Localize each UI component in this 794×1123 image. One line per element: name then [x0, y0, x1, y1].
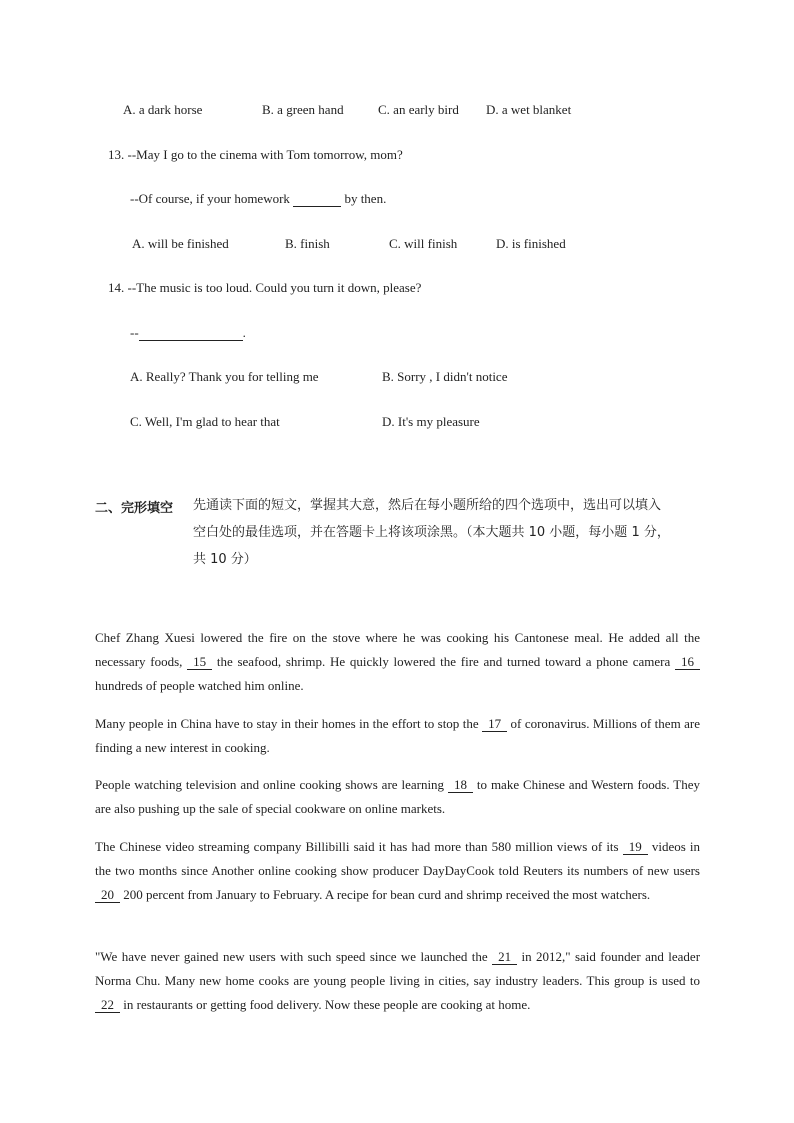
q14-stem: 14. --The music is too loud. Could you turn it down, please? — [108, 280, 422, 295]
blank-22[interactable]: 22 — [95, 998, 120, 1013]
q12-option-c: C. an early bird — [378, 102, 459, 117]
passage-text: Chef Zhang Xuesi lowered the fire on the stove where he was cooking his Cantonese meal. He added all the necessary foods, — [95, 630, 700, 669]
q14-option-a: A. Really? Thank you for telling me — [130, 369, 319, 384]
passage-paragraph-3 — [95, 773, 700, 821]
q12-option-a: A. a dark horse — [123, 102, 203, 117]
q14-option-b: B. Sorry , I didn't notice — [382, 369, 508, 384]
q13-reply-after: by then. — [344, 191, 387, 206]
q14-reply — [130, 325, 246, 341]
blank-17[interactable]: 17 — [482, 717, 507, 732]
blank-21[interactable]: 21 — [492, 950, 517, 965]
q13-reply — [130, 191, 386, 207]
passage-paragraph-1 — [95, 626, 700, 698]
section-2-desc-line2: 空白处的最佳选项，并在答题卡上将该项涂黑。（本大题共 10 小题，每小题 1 分， — [193, 525, 670, 540]
passage-text: Many people in China have to stay in their homes in the effort to stop the — [95, 716, 479, 731]
q14-option-d: D. It's my pleasure — [382, 414, 480, 429]
passage-text: People watching television and online cooking shows are learning — [95, 777, 445, 792]
passage-text: videos in the two months since Another online cooking show producer DayDayCook told Reuters its numbers of new users — [95, 839, 701, 878]
passage-text: "We have never gained new users with such speed since we launched the — [95, 949, 488, 964]
q12-option-b: B. a green hand — [262, 102, 344, 117]
passage-paragraph-4 — [95, 835, 700, 907]
passage-paragraph-5 — [95, 945, 700, 1017]
passage-text: in restaurants or getting food delivery. Now these people are cooking at home. — [123, 997, 531, 1012]
blank-15[interactable]: 15 — [187, 655, 212, 670]
passage-text: in 2012," said founder and leader Norma Chu. Many new home cooks are young people living in cities, say industry leaders. This group is used to — [95, 949, 701, 988]
q14-answer-blank[interactable] — [139, 326, 243, 341]
passage-text: 200 percent from January to February. A recipe for bean curd and shrimp received the most watchers. — [123, 887, 651, 902]
q12-option-d: D. a wet blanket — [486, 102, 572, 117]
q13-option-b: B. finish — [285, 236, 330, 251]
passage-text: the seafood, shrimp. He quickly lowered the fire and turned toward a phone camera — [216, 654, 671, 669]
q13-answer-blank[interactable] — [293, 192, 341, 207]
passage-text: to make Chinese and Western foods. They are also pushing up the sale of special cookware on online markets. — [95, 777, 700, 816]
q13-option-c: C. will finish — [389, 236, 458, 251]
q14-reply-after: . — [242, 325, 246, 340]
passage-text: hundreds of people watched him online. — [95, 678, 304, 693]
section-2-title: 二、完形填空 — [95, 501, 174, 516]
section-2-desc-line3: 共 10 分） — [193, 552, 257, 567]
q14-reply-before: -- — [130, 325, 139, 340]
blank-18[interactable]: 18 — [448, 778, 473, 793]
blank-19[interactable]: 19 — [623, 840, 648, 855]
q13-option-d: D. is finished — [496, 236, 566, 251]
section-2-desc-line1: 先通读下面的短文，掌握其大意，然后在每小题所给的四个选项中，选出可以填入 — [193, 498, 662, 513]
blank-16[interactable]: 16 — [675, 655, 700, 670]
q14-option-c: C. Well, I'm glad to hear that — [130, 414, 280, 429]
q13-stem: 13. --May I go to the cinema with Tom tomorrow, mom? — [108, 147, 403, 162]
q13-reply-before: --Of course, if your homework — [130, 191, 290, 206]
passage-text: The Chinese video streaming company Billibilli said it has had more than 580 million views of its — [95, 839, 619, 854]
passage-paragraph-2 — [95, 712, 700, 760]
q13-option-a: A. will be finished — [132, 236, 229, 251]
passage-text: of coronavirus. Millions of them are finding a new interest in cooking. — [95, 716, 700, 755]
blank-20[interactable]: 20 — [95, 888, 120, 903]
